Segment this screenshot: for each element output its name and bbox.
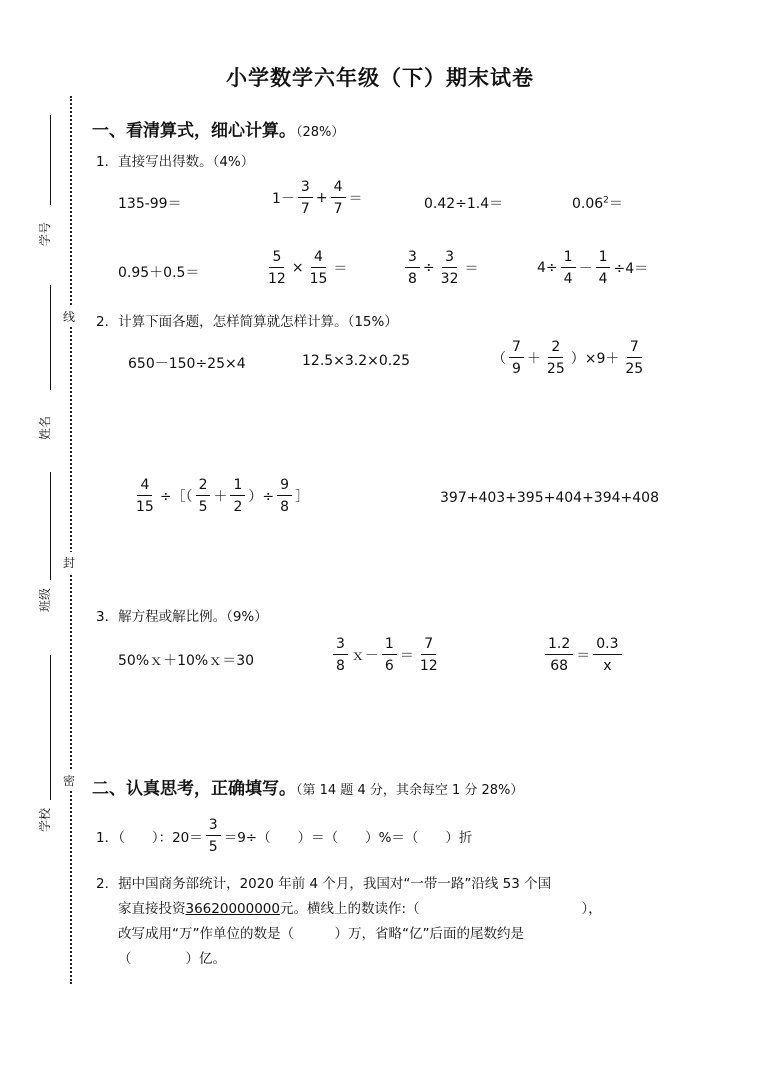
q3-expr-1: 50%ｘ＋10%ｘ＝30 <box>118 653 255 669</box>
q1-label: 1．直接写出得数。（4%） <box>96 154 255 170</box>
binding-dotted-line <box>70 96 72 984</box>
q2-expr-5: 397+403+395+404+394+408 <box>440 490 659 506</box>
q1-expr-2: 1－ $\frac{3}{7}$ + $\frac{4}{7}$ ＝ <box>272 179 363 217</box>
section1-heading: 一、看清算式，细心计算。（28%） <box>92 121 345 141</box>
q1-expr-3: 0.42÷1.4＝ <box>424 196 504 212</box>
binding-seal-mark: 封 <box>63 552 75 573</box>
s2-q2 <box>96 872 676 972</box>
q2-expr-2: 12.5×3.2×0.25 <box>302 353 411 369</box>
class-line <box>50 472 51 580</box>
s2-q2-line4: （ ）亿。 <box>118 951 226 967</box>
q2-expr-1: 650－150÷25×4 <box>128 356 246 372</box>
q3-expr-3: $\frac{1.2}{68}$ ＝ $\frac{0.3}{x}$ <box>542 637 625 673</box>
student-id-label: 学号 <box>38 221 52 246</box>
school-line <box>50 655 51 800</box>
s2-q2-line2: 家直接投资36620000000元。横线上的数读作:（ ）， <box>118 901 602 917</box>
name-line <box>50 285 51 390</box>
name-label: 姓名 <box>38 415 52 440</box>
q2-expr-4: $\frac{4}{15}$ ÷［（ $\frac{2}{5}$ ＋ $\frac{1}{2}$ ）÷ $\frac{9}{8}$ ］ <box>136 477 310 515</box>
binding-close-mark: 密 <box>63 770 75 791</box>
q1-expr-8: 4÷ $\frac{1}{4}$ － $\frac{1}{4}$ ÷4＝ <box>537 249 649 287</box>
q3-expr-2: $\frac{3}{8}$ ｘ－ $\frac{1}{6}$ ＝ $\frac{7}{12}$ <box>330 637 444 673</box>
s2-q1: 1．（ ）：20＝ $\frac{3}{5}$ ＝9÷（ ）＝（ ）%＝（ ）折 <box>96 817 473 855</box>
class-label: 班级 <box>38 587 52 612</box>
q1-expr-5: 0.95＋0.5＝ <box>118 265 200 281</box>
s2-q2-line3: 改写成用“万”作单位的数是（ ）万，省略“亿”后面的尾数约是 <box>118 926 524 942</box>
student-id-line <box>50 115 51 205</box>
binding-line-mark: 线 <box>63 306 75 327</box>
q1-expr-7: $\frac{3}{8}$ ÷ $\frac{3}{32}$ ＝ <box>402 250 478 286</box>
q1-expr-1: 135-99＝ <box>118 196 182 212</box>
school-label: 学校 <box>38 807 52 832</box>
q2-expr-3: （ $\frac{7}{9}$ ＋ $\frac{2}{25}$ ）×9＋ $\frac{7}{25}$ <box>492 339 644 377</box>
q3-label: 3．解方程或解比例。（9%） <box>96 609 268 625</box>
s2-q2-line1: 2．据中国商务部统计，2020 年前 4 个月，我国对“一带一路”沿线 53 个国 <box>96 876 552 892</box>
page-title: 小学数学六年级（下）期末试卷 <box>226 66 534 90</box>
q1-expr-6: $\frac{5}{12}$ × $\frac{4}{15}$ ＝ <box>268 249 348 287</box>
investment-amount: 36620000000 <box>185 901 280 917</box>
q2-label: 2．计算下面各题，怎样简算就怎样计算。（15%） <box>96 314 398 330</box>
section2-heading: 二、认真思考，正确填写。（第 14 题 4 分，其余每空 1 分 28%） <box>92 779 524 799</box>
q1-expr-4: $0.06^2=$ <box>572 195 623 212</box>
